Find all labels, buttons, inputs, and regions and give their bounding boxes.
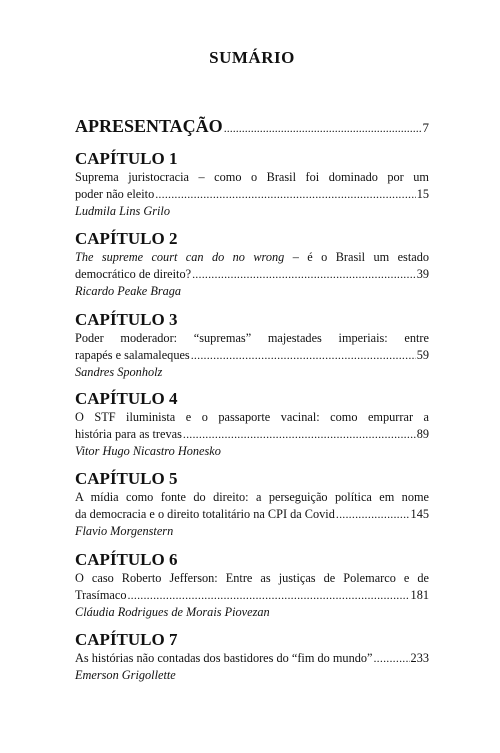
chapter-heading: CAPÍTULO 4 (75, 389, 178, 408)
toc-entry-chapter-5[interactable] (75, 468, 429, 540)
dot-leader (373, 650, 409, 667)
chapter-title-leader-line (75, 266, 429, 283)
dot-leader (183, 426, 416, 443)
chapter-title-line: da democracia e o direito totalitário na CPI da Covid (75, 507, 335, 521)
chapter-title-line: O STF iluminista e o passaporte vacinal: como empurrar a (75, 410, 429, 424)
chapter-author: Emerson Grigollette (75, 668, 176, 682)
chapter-title-line: As histórias não contadas dos bastidores do “fim do mundo” (75, 651, 373, 665)
page-title: SUMÁRIO (209, 48, 295, 67)
chapter-title-line: A mídia como fonte do direito: a perseguição política em nome (75, 490, 429, 504)
chapter-title-line: história para as trevas (75, 427, 182, 441)
toc-page-number: 89 (416, 427, 429, 441)
toc-page-number: 233 (410, 651, 429, 665)
dot-leader (191, 347, 416, 364)
dot-leader (224, 117, 422, 139)
chapter-author: Sandres Sponholz (75, 365, 163, 379)
chapter-title-line: Poder moderador: “supremas” majestades imperiais: entre (75, 331, 429, 345)
chapter-title-leader-line (75, 186, 429, 203)
toc-page-number: 59 (416, 348, 429, 362)
chapter-title-rest: – é o Brasil um estado (284, 250, 429, 264)
chapter-heading: CAPÍTULO 3 (75, 310, 178, 329)
chapter-author: Cláudia Rodrigues de Morais Piovezan (75, 605, 270, 619)
toc-entry-chapter-6[interactable] (75, 549, 429, 621)
toc-page-number: 39 (416, 267, 429, 281)
toc-entry-chapter-4[interactable] (75, 388, 429, 460)
chapter-title-leader-line (75, 506, 429, 523)
chapter-title-line: poder não eleito (75, 187, 155, 201)
chapter-title-leader-line (75, 587, 429, 604)
toc-page-number: 181 (410, 588, 429, 602)
chapter-heading: CAPÍTULO 2 (75, 229, 178, 248)
chapter-author: Ricardo Peake Braga (75, 284, 182, 298)
toc-entry-chapter-7[interactable] (75, 629, 429, 684)
chapter-title-italic: The supreme court can do no wrong (75, 250, 285, 264)
chapter-title-line: O caso Roberto Jefferson: Entre as justiças de Polemarco e de (75, 571, 429, 585)
chapter-heading: CAPÍTULO 1 (75, 149, 178, 168)
toc-entry-chapter-2[interactable] (75, 228, 429, 300)
toc-entry-apresentacao[interactable] (75, 115, 429, 139)
chapter-author: Vitor Hugo Nicastro Honesko (75, 444, 221, 458)
dot-leader (155, 186, 415, 203)
toc-page-number: 7 (422, 120, 429, 135)
toc-entry-chapter-3[interactable] (75, 309, 429, 381)
chapter-heading: CAPÍTULO 6 (75, 550, 178, 569)
chapter-author: Flavio Morgenstern (75, 524, 174, 538)
chapter-heading: CAPÍTULO 7 (75, 630, 178, 649)
toc-entry-chapter-1[interactable] (75, 148, 429, 220)
chapter-title-leader-line (75, 650, 429, 667)
chapter-title-line: rapapés e salamaleques (75, 348, 190, 362)
toc-page-number: 145 (410, 507, 429, 521)
toc-page-number: 15 (416, 187, 429, 201)
dot-leader (192, 266, 416, 283)
chapter-heading: CAPÍTULO 5 (75, 469, 178, 488)
dot-leader (127, 587, 409, 604)
chapter-author: Ludmila Lins Grilo (75, 204, 170, 218)
chapter-title-line: Suprema juristocracia – como o Brasil foi dominado por um (75, 170, 429, 184)
chapter-title-line (75, 249, 429, 266)
toc-entry-label: APRESENTAÇÃO (75, 116, 223, 136)
chapter-title-line: democrático de direito? (75, 267, 192, 281)
chapter-title-leader-line (75, 347, 429, 364)
dot-leader (336, 506, 410, 523)
chapter-title-leader-line (75, 426, 429, 443)
chapter-title-line: Trasímaco (75, 588, 127, 602)
